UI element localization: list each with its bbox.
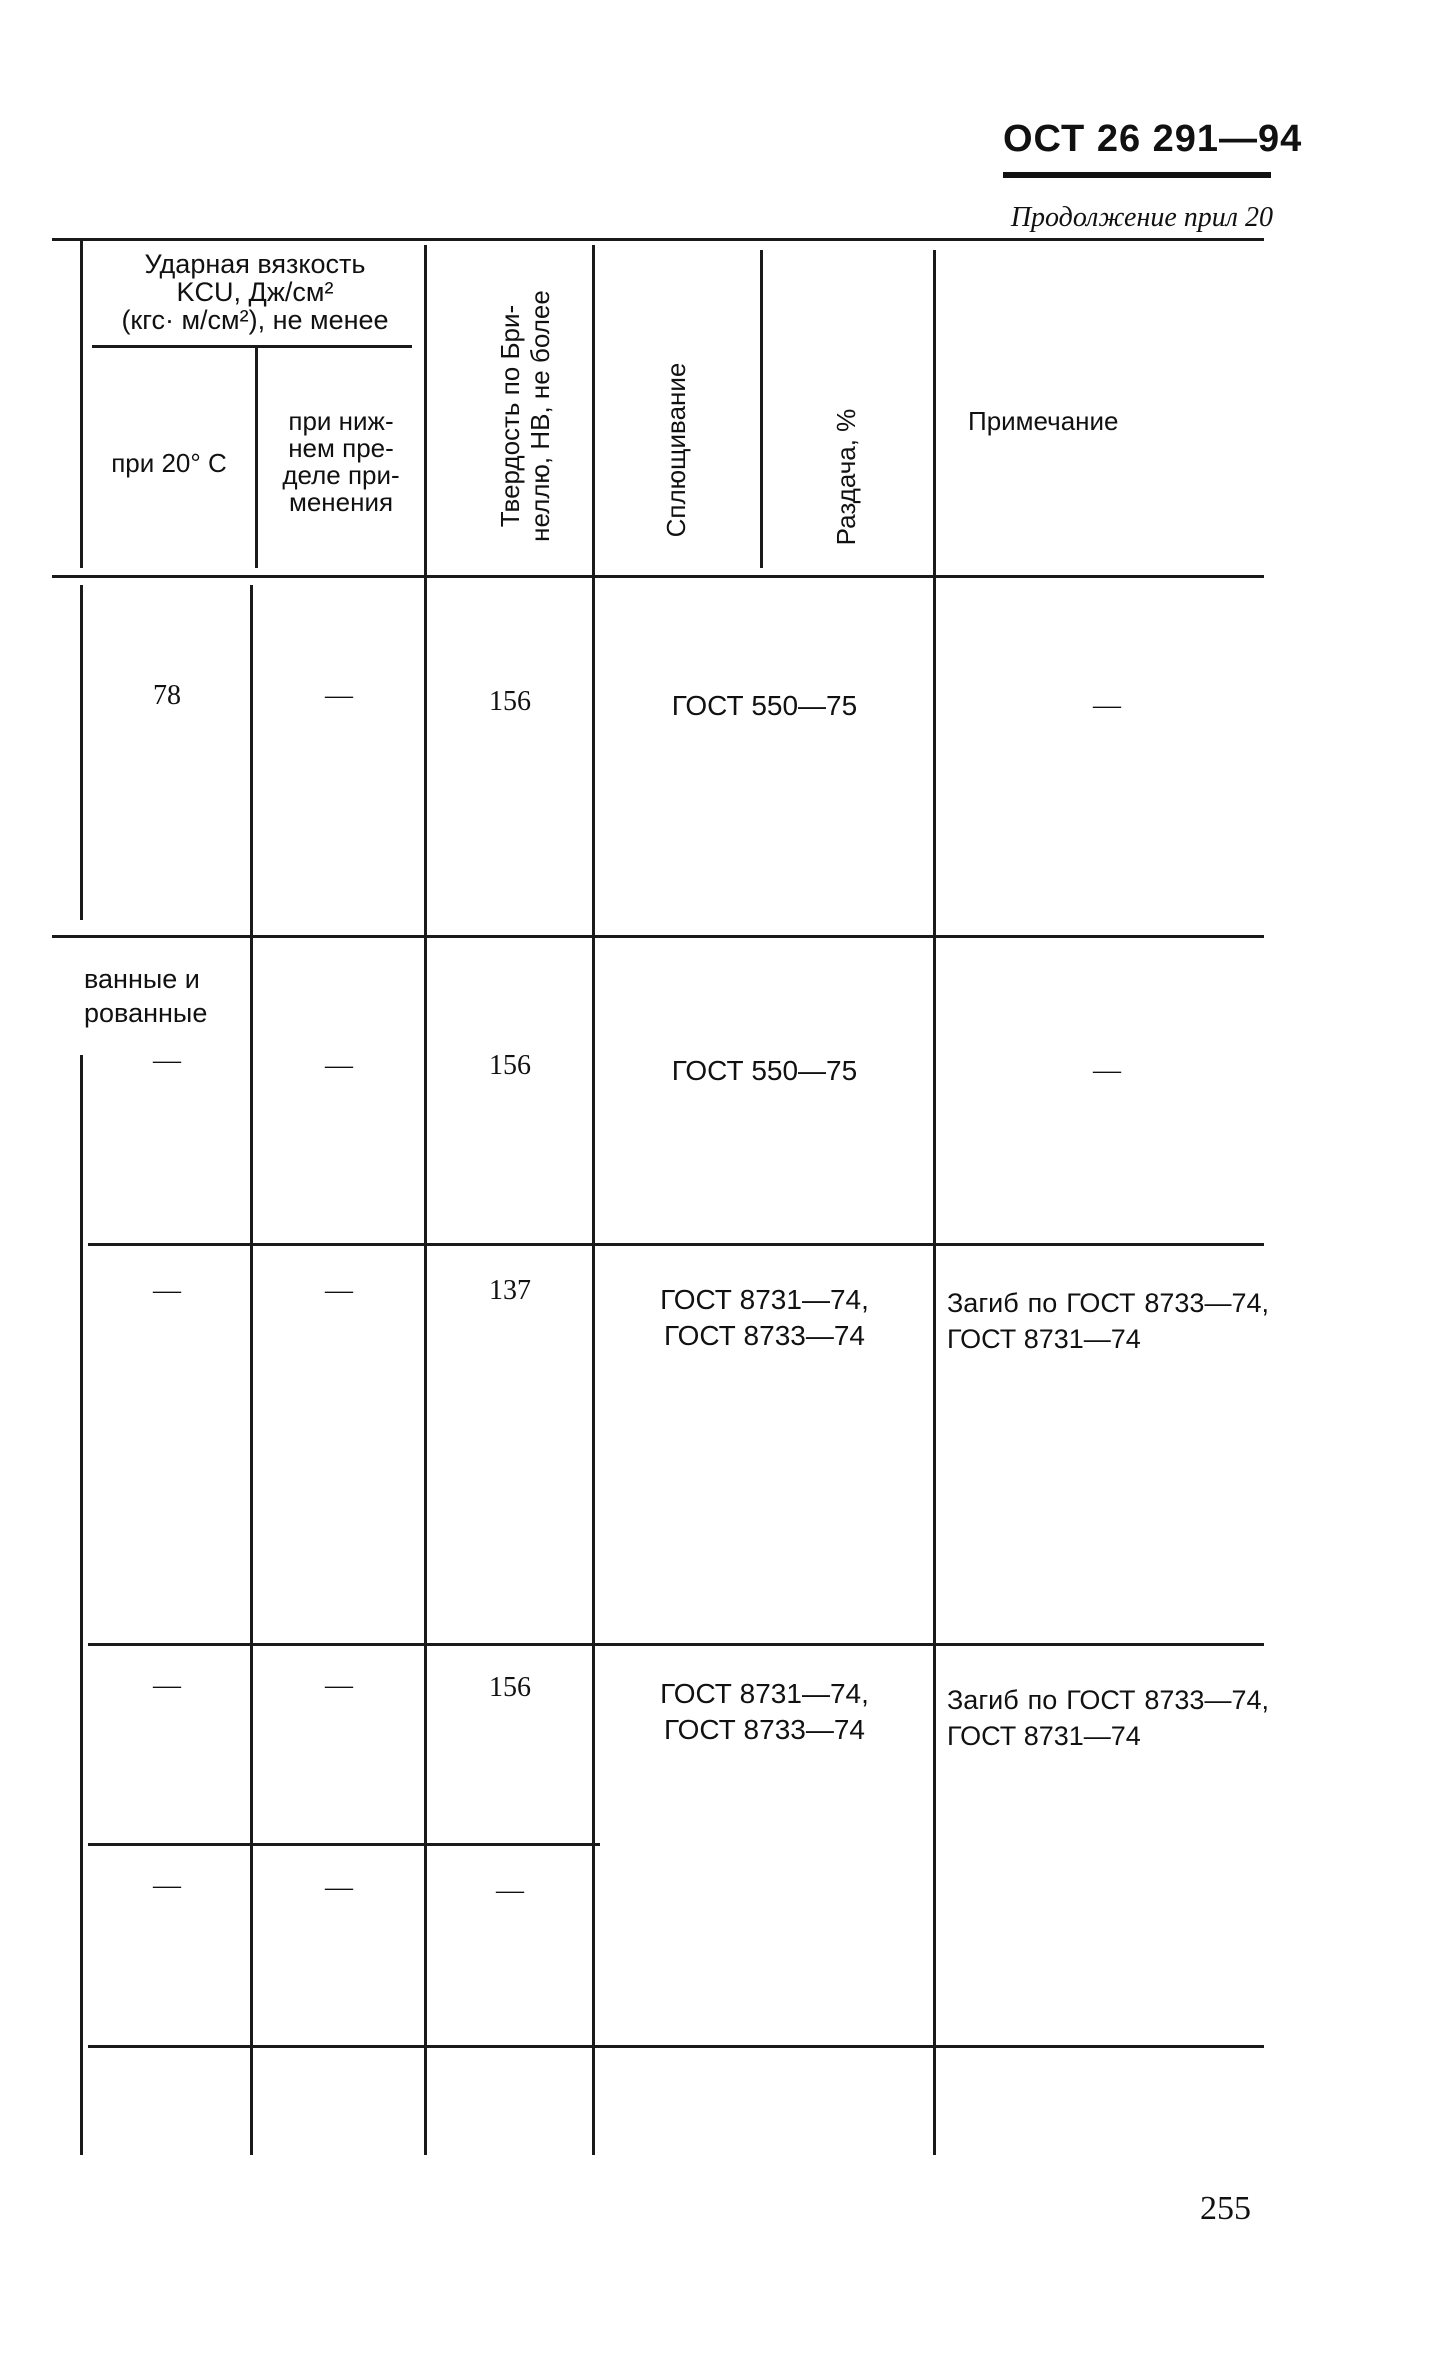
- cell-note: —: [1093, 1055, 1121, 1086]
- flattening-line: ГОСТ 8733—74: [664, 1320, 865, 1351]
- cell-hardness: 137: [489, 1275, 531, 1306]
- cell-at-20: 78: [153, 680, 181, 711]
- cell-note: Загиб по ГОСТ 8733—74, ГОСТ 8731—74: [947, 1685, 1269, 1751]
- column-divider: [424, 245, 427, 2155]
- header-lower-line: нем пре-: [288, 433, 394, 463]
- continuation-label: Продолжение прил 20: [1010, 202, 1273, 233]
- header-hardness: [495, 266, 557, 566]
- cell-flattening: ГОСТ 550—75: [671, 690, 858, 721]
- header-hardness-line: неллю, НВ, не более: [525, 290, 555, 542]
- header-lower-line: менения: [288, 487, 394, 517]
- cell-note: Загиб по ГОСТ 8733—74, ГОСТ 8731—74: [947, 1288, 1269, 1354]
- cell-hardness: 156: [489, 1672, 531, 1703]
- cell-flattening: ГОСТ 550—75: [671, 1055, 858, 1086]
- cell-hardness: 156: [489, 686, 531, 717]
- cell-at-lower: —: [325, 1275, 353, 1306]
- header-at-lower-limit: [258, 408, 424, 516]
- table-left-border: [80, 238, 83, 568]
- cell-flattening: [596, 1282, 933, 1354]
- header-lower-line: деле при-: [282, 460, 400, 490]
- row-separator: [52, 935, 1264, 938]
- header-impact-line: Ударная вязкость: [144, 249, 366, 279]
- cell-at-20: —: [153, 1045, 181, 1076]
- flattening-line: ГОСТ 8731—74,: [660, 1284, 869, 1315]
- header-impact-group: [90, 250, 420, 334]
- header-impact-line: KCU, Дж/см²: [176, 277, 334, 307]
- document-code: ОСТ 26 291—94: [1003, 118, 1303, 160]
- header-impact-line: (кгс· м/см²), не менее: [121, 305, 389, 335]
- flattening-line: ГОСТ 8731—74,: [660, 1678, 869, 1709]
- cell-note: —: [1093, 690, 1121, 721]
- table-left-border: [80, 1055, 83, 2155]
- header-hardness-line: Твердость по Бри-: [495, 304, 525, 528]
- cell-hardness: 156: [489, 1050, 531, 1081]
- table-left-border: [80, 585, 83, 920]
- row-separator: [88, 2045, 1264, 2048]
- flattening-line: ГОСТ 8733—74: [664, 1714, 865, 1745]
- column-divider: [760, 250, 763, 568]
- impact-group-underline: [92, 345, 412, 348]
- header-bottom-line: [52, 575, 1264, 578]
- document-code-underline: [1003, 172, 1271, 178]
- fragment-line: ванные и: [84, 964, 200, 994]
- cell-at-20: —: [153, 1670, 181, 1701]
- column-divider: [592, 245, 595, 2155]
- cell-hardness: —: [496, 1875, 524, 1906]
- cell-at-20: —: [153, 1275, 181, 1306]
- row-separator: [88, 1243, 1264, 1246]
- fragment-line: рованные: [84, 998, 208, 1028]
- column-divider: [933, 250, 936, 2155]
- cell-at-lower: —: [325, 1050, 353, 1081]
- cell-at-lower: —: [325, 1872, 353, 1903]
- header-at-20: при 20° С: [111, 448, 227, 478]
- header-note: Примечание: [968, 406, 1119, 436]
- header-flattening: Сплющивание: [661, 362, 691, 538]
- column-divider: [250, 585, 253, 2155]
- row-separator: [88, 1843, 600, 1846]
- cell-at-20: —: [153, 1870, 181, 1901]
- cell-at-lower: —: [325, 680, 353, 711]
- cell-flattening: [596, 1676, 933, 1748]
- header-expansion: Раздача, %: [831, 408, 861, 546]
- row-separator: [88, 1643, 1264, 1646]
- cell-at-lower: —: [325, 1670, 353, 1701]
- header-lower-line: при ниж-: [288, 406, 394, 436]
- fragment-text: [84, 962, 207, 1030]
- page-number: 255: [1200, 2190, 1251, 2227]
- table-top-line: [52, 238, 1264, 241]
